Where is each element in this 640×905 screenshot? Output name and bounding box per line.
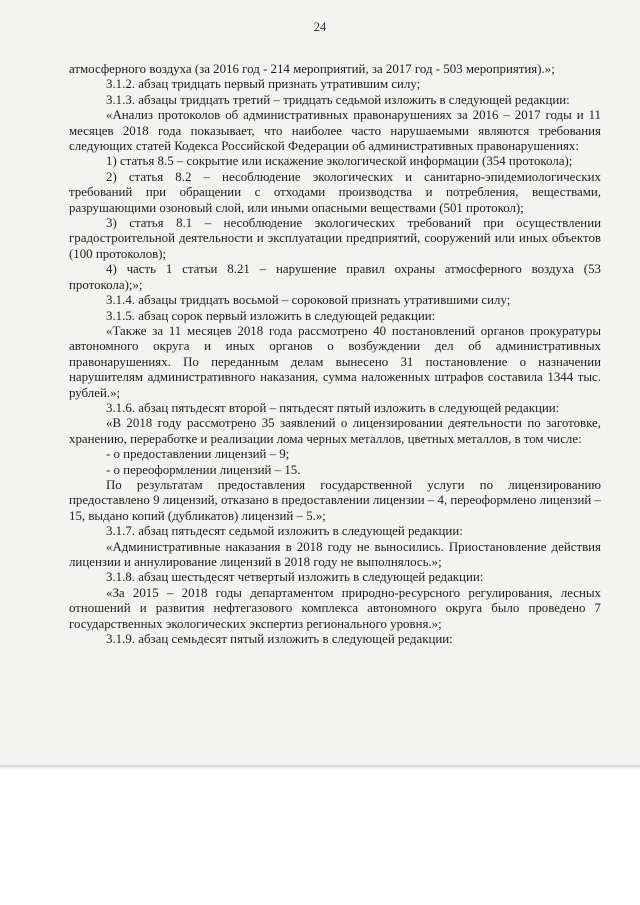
- paragraph: «Также за 11 месяцев 2018 года рассмотрено 40 постановлений органов прокуратуры автономного округа и иных органов о возбуждении дел об административных правонарушениях. По переданным делам вынесено 31 постановление о назначении нарушителям административного наказания, сумма наложенных штрафов составила 1344 тыс. рублей.»;: [69, 323, 601, 400]
- paragraph: 3.1.3. абзацы тридцать третий – тридцать седьмой изложить в следующей редакции:: [106, 92, 570, 107]
- document-body: [69, 62, 601, 647]
- paragraph: 3.1.9. абзац семьдесят пятый изложить в следующей редакции:: [106, 632, 453, 647]
- paragraph: По результатам предоставления государственной услуги по лицензированию предоставлено 9 лицензий, отказано в предоставлении лицензии – 4, переоформлено лицензий – 15, выдано копий (дубликатов) лицензий – 5.»;: [69, 477, 601, 523]
- paragraph: 3.1.5. абзац сорок первый изложить в следующей редакции:: [106, 308, 436, 323]
- list-item: - о предоставлении лицензий – 9;: [106, 447, 290, 462]
- list-item: 2) статья 8.2 – несоблюдение экологических и санитарно-эпидемиологических требований при обращении с отходами производства и потребления, веществами, разрушающими озоновый слой, или иными опасными веществами (501 протокол);: [69, 169, 601, 215]
- paragraph: 3.1.6. абзац пятьдесят второй – пятьдесят пятый изложить в следующей редакции:: [106, 400, 560, 415]
- paragraph: «В 2018 году рассмотрено 35 заявлений о лицензировании деятельности по заготовке, хранению, переработке и реализации лома черных металлов, цветных металлов, в том числе:: [69, 416, 601, 446]
- paragraph: атмосферного воздуха (за 2016 год - 214 мероприятий, за 2017 год - 503 мероприятия).»;: [69, 62, 555, 76]
- paragraph: 3.1.7. абзац пятьдесят седьмой изложить в следующей редакции:: [106, 524, 463, 539]
- list-item: 1) статья 8.5 – сокрытие или искажение экологической информации (354 протокола);: [106, 154, 573, 169]
- paragraph: «За 2015 – 2018 годы департаментом природно-ресурсного регулирования, лесных отношений и развития нефтегазового комплекса автономного округа было проведено 7 государственных экологических экспертиз регионального уровня.»;: [69, 585, 601, 631]
- scan-edge: [0, 765, 640, 769]
- list-item: - о переоформлении лицензий – 15.: [106, 462, 301, 477]
- paragraph: 3.1.4. абзацы тридцать восьмой – сороковой признать утратившими силу;: [106, 293, 511, 308]
- paragraph: 3.1.8. абзац шестьдесят четвертый изложить в следующей редакции:: [106, 570, 484, 585]
- list-item: 3) статья 8.1 – несоблюдение экологических требований при осуществлении градостроительной деятельности и эксплуатации предприятий, сооружений или иных объектов (100 протоколов);: [69, 216, 601, 261]
- paragraph: «Административные наказания в 2018 году не выносились. Приостановление действия лицензии и аннулирование лицензий в 2018 году не выполнялось.»;: [69, 539, 601, 569]
- page-number: 24: [313, 20, 327, 34]
- paragraph: «Анализ протоколов об административных правонарушениях за 2016 – 2017 годы и 11 месяцев 2018 года показывает, что наиболее часто нарушаемыми являются требования следующих статей Кодекса Российской Федерации об административных правонарушениях:: [69, 108, 601, 154]
- paragraph: 3.1.2. абзац тридцать первый признать утратившим силу;: [106, 77, 421, 92]
- list-item: 4) часть 1 статьи 8.21 – нарушение правил охраны атмосферного воздуха (53 протокола);»;: [69, 262, 601, 292]
